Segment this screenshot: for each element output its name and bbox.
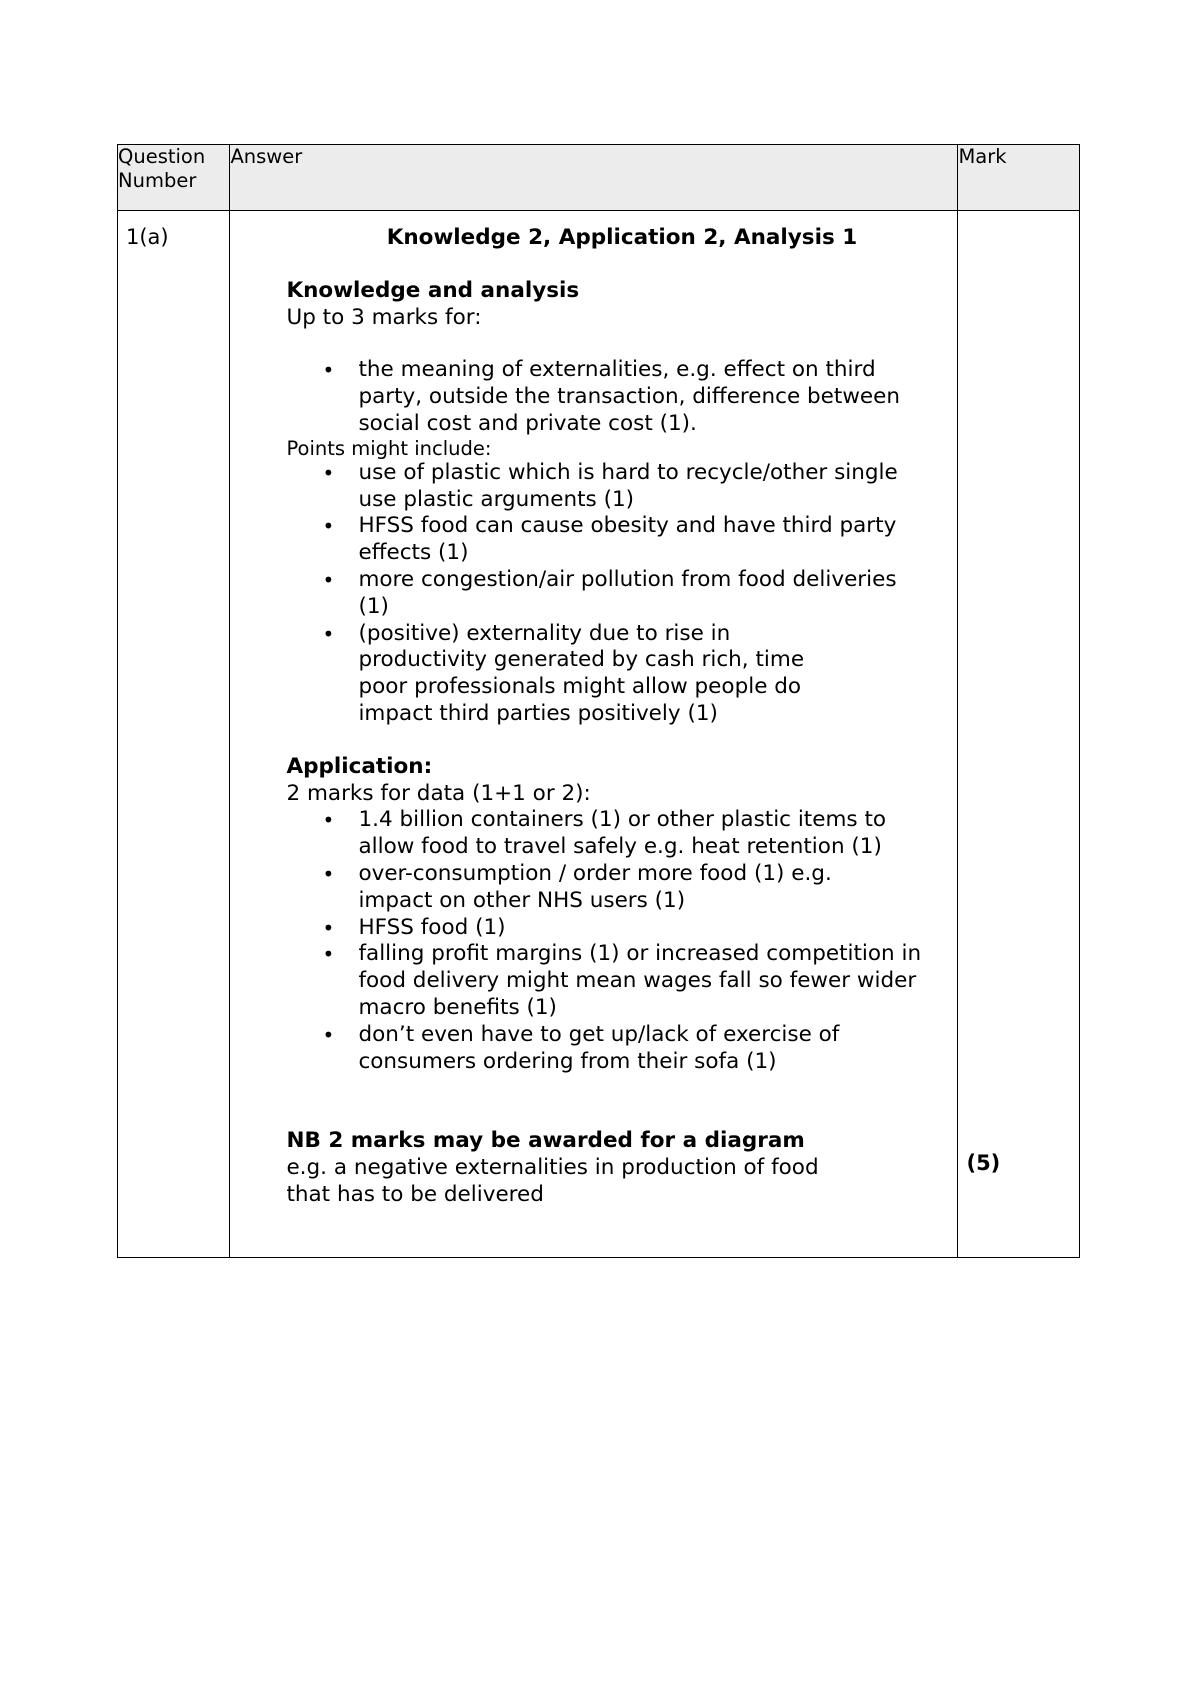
list-item: • more congestion/air pollution from food deliveries (1) xyxy=(358,567,957,621)
list-item: • use of plastic which is hard to recycle/other single use plastic arguments (1) xyxy=(358,460,957,514)
list-item: • the meaning of externalities, e.g. effect on third party, outside the transaction, difference between social cost and private cost (1). xyxy=(358,357,957,437)
list-item: • falling profit margins (1) or increased competition in food delivery might mean wages fall so fewer wider macro benefits (1) xyxy=(358,941,957,1021)
header-answer: Answer xyxy=(230,145,958,211)
list-item: • HFSS food (1) xyxy=(358,915,957,942)
mark-scheme-table xyxy=(117,144,1080,1258)
list-item: • over-consumption / order more food (1) e.g. impact on other NHS users (1) xyxy=(358,861,957,915)
application-heading: Application: xyxy=(286,753,433,779)
mark-cell xyxy=(958,211,1080,1258)
list-item: • don’t even have to get up/lack of exercise of consumers ordering from their sofa (1) xyxy=(358,1022,957,1076)
knowledge-points xyxy=(286,460,957,728)
question-number: 1(a) xyxy=(118,211,230,1258)
knowledge-intro: Up to 3 marks for: xyxy=(286,304,482,330)
knowledge-heading: Knowledge and analysis xyxy=(286,277,580,303)
table-header-row xyxy=(118,145,1080,211)
credit-line: Knowledge 2, Application 2, Analysis 1 xyxy=(386,225,858,250)
header-mark: Mark xyxy=(958,145,1080,211)
list-item: • (positive) externality due to rise in productivity generated by cash rich, time poor professionals might allow people do impact third parties positively (1) xyxy=(358,621,957,728)
list-item: • 1.4 billion containers (1) or other plastic items to allow food to travel safely e.g. heat retention (1) xyxy=(358,807,957,861)
nb-text: e.g. a negative externalities in production of food that has to be delivered xyxy=(286,1155,819,1207)
application-intro: 2 marks for data (1+1 or 2): xyxy=(286,780,591,806)
table-row xyxy=(118,211,1080,1258)
list-item: • HFSS food can cause obesity and have third party effects (1) xyxy=(358,513,957,567)
header-question-number: Question Number xyxy=(118,145,230,211)
mark-value: (5) xyxy=(966,1151,1001,1175)
application-points xyxy=(286,807,957,1075)
nb-heading: NB 2 marks may be awarded for a diagram xyxy=(286,1128,805,1154)
answer-cell xyxy=(230,211,958,1258)
knowledge-items xyxy=(286,357,957,437)
points-label: Points might include: xyxy=(286,436,492,460)
